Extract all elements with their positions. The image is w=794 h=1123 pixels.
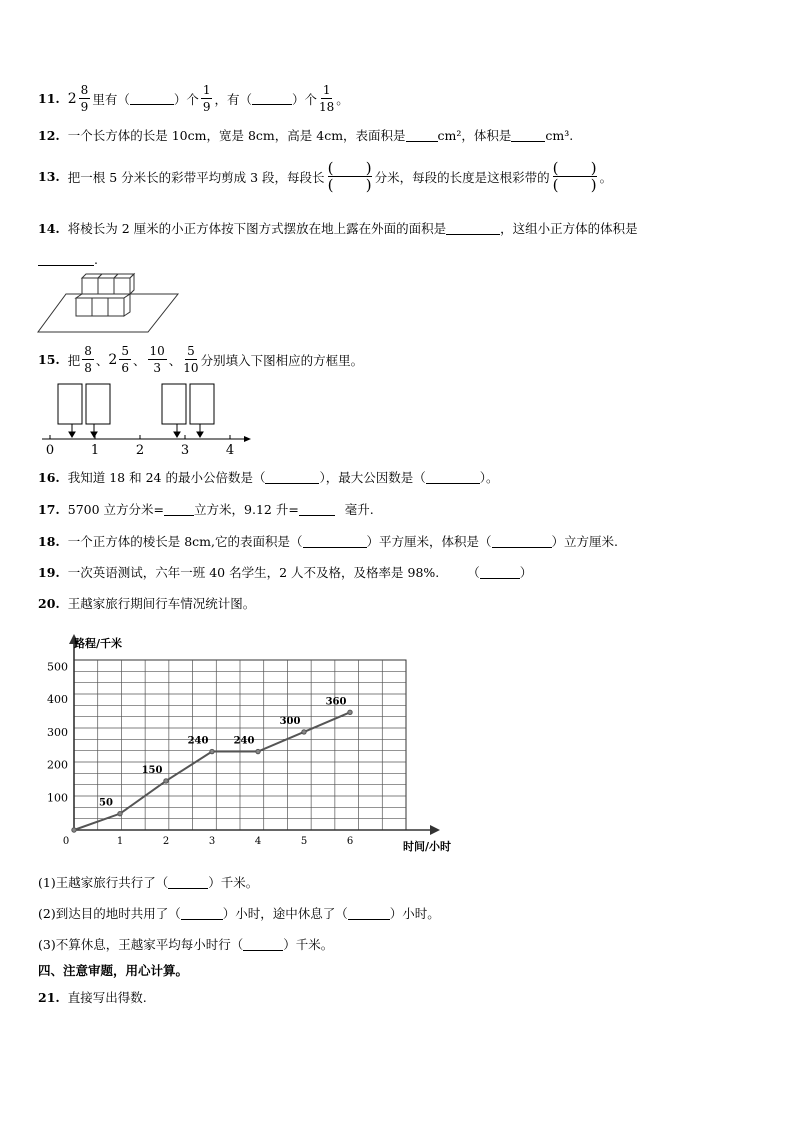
question-number: 20. [38, 595, 60, 611]
question-21 [38, 988, 147, 1006]
answer-blank[interactable] [426, 471, 480, 484]
text: 里有（ [92, 91, 130, 107]
fraction [82, 345, 94, 374]
text: ）小时。 [389, 906, 440, 921]
denominator: 18 [319, 100, 335, 114]
paren: ( [327, 176, 334, 194]
paren: ) [365, 159, 372, 177]
answer-blank[interactable] [299, 503, 335, 516]
text: ） [519, 565, 533, 580]
answer-blank[interactable] [168, 876, 208, 889]
text: ），最大公因数是（ [319, 470, 426, 485]
series-line [74, 712, 350, 830]
x-axis-arrow [430, 825, 440, 835]
text: 一个正方体的棱长是 8cm,它的表面积是（ [67, 534, 303, 549]
answer-blank[interactable] [480, 566, 520, 579]
numerator: 1 [322, 83, 331, 97]
tick-label: 4 [225, 443, 235, 458]
answer-blank[interactable] [511, 129, 545, 142]
data-point [302, 730, 306, 734]
fraction [119, 345, 131, 374]
number-line-figure [36, 380, 256, 458]
text: 王越家旅行期间行车情况统计图。 [67, 596, 256, 611]
question-16 [38, 468, 499, 486]
paren: ( [327, 159, 334, 177]
y-tick-label: 500 [47, 660, 68, 674]
question-number: 12. [38, 127, 60, 143]
answer-box[interactable] [162, 384, 186, 424]
question-19 [38, 563, 532, 581]
text: 分别填入下图相应的方框里。 [200, 352, 364, 368]
fraction [79, 84, 91, 113]
answer-blank[interactable] [181, 907, 223, 920]
question-13 [38, 160, 612, 193]
text: 将棱长为 2 厘米的小正方体按下图方式摆放在地上露在外面的面积是 [67, 221, 447, 236]
text: (1)王越家旅行共行了（ [38, 875, 169, 890]
answer-blank[interactable] [38, 253, 94, 266]
denominator: 8 [84, 361, 92, 375]
text: ）平方厘米，体积是（ [366, 534, 492, 549]
data-point [210, 749, 214, 753]
question-20-part-1 [38, 873, 258, 891]
x-axis-label: 时间/小时 [403, 840, 452, 853]
y-tick-label: 300 [47, 725, 68, 739]
question-14 [38, 219, 638, 237]
answer-blank[interactable] [243, 938, 283, 951]
question-17 [38, 500, 374, 518]
data-label: 300 [279, 715, 301, 727]
data-point [256, 749, 260, 753]
question-number: 17. [38, 501, 60, 517]
data-label: 150 [141, 764, 163, 776]
text: . [94, 252, 98, 267]
paren: ) [590, 159, 597, 177]
text: (2)到达目的地时共用了（ [38, 906, 181, 921]
text: 毫升. [344, 502, 374, 517]
text: 立方米，9.12 升= [194, 502, 299, 517]
tick-label: 3 [180, 443, 190, 458]
answer-blank[interactable] [303, 535, 367, 548]
fraction-answer-box[interactable] [328, 160, 372, 193]
ticks [46, 435, 234, 458]
text: 把 [67, 352, 81, 368]
x-tick-label: 0 [62, 836, 70, 847]
text: 分米，每段的长度是这根彩带的 [374, 169, 550, 185]
text: 5700 立方分米= [67, 502, 165, 517]
y-tick-label: 200 [47, 758, 68, 772]
answer-box[interactable] [58, 384, 82, 424]
answer-blank[interactable] [130, 92, 174, 105]
text: 一个长方体的长是 10cm，宽是 8cm，高是 4cm，表面积是 [67, 128, 406, 143]
whole-part: 2 [67, 90, 77, 107]
y-tick-label: 100 [47, 791, 68, 805]
text: cm³. [545, 127, 574, 143]
answer-boxes [58, 384, 214, 424]
numerator: 8 [80, 83, 89, 97]
x-tick-label: 3 [208, 836, 216, 847]
fraction [183, 345, 198, 374]
text: ）。 [479, 470, 499, 485]
text: ）个 [173, 91, 199, 107]
question-number: 11. [38, 91, 60, 106]
separator: 、 [132, 352, 146, 368]
axis-arrow [244, 436, 251, 442]
chart-axes [69, 634, 440, 835]
pointer-arrows [69, 424, 203, 437]
text: ）立方厘米. [551, 534, 619, 549]
question-20-part-2 [38, 904, 440, 922]
separator: 、 [168, 352, 182, 368]
question-number: 16. [38, 469, 60, 485]
question-number: 19. [38, 564, 60, 580]
data-label: 240 [187, 735, 209, 747]
fraction-answer-box[interactable] [553, 160, 597, 193]
y-axis-label: 路程/千米 [74, 637, 123, 650]
mixed-number [68, 84, 93, 113]
section-heading: 四、注意审题，用心计算。 [38, 963, 189, 978]
denominator: 6 [121, 361, 129, 375]
paren: ) [365, 176, 372, 194]
text: ）千米。 [283, 937, 334, 952]
data-point [72, 828, 76, 832]
answer-blank[interactable] [252, 92, 292, 105]
separator: 、 [95, 352, 109, 368]
text: 我知道 18 和 24 的最小公倍数是（ [67, 470, 266, 485]
fraction [148, 345, 167, 374]
answer-blank[interactable] [265, 471, 319, 484]
data-label: 240 [233, 735, 255, 747]
text: ）个 [292, 91, 318, 107]
text: 。 [599, 169, 613, 185]
numerator: 5 [121, 344, 129, 358]
question-14-continued [38, 252, 98, 267]
text: 直接写出得数. [67, 990, 147, 1005]
y-tick-label: 400 [47, 693, 68, 707]
fraction [201, 84, 213, 113]
x-tick-label: 1 [116, 836, 124, 847]
data-point [164, 779, 168, 783]
text: cm²，体积是 [437, 128, 512, 143]
answer-blank[interactable] [446, 222, 500, 235]
travel-line-chart [36, 630, 476, 855]
chart-ticks [47, 661, 353, 847]
question-15 [38, 345, 363, 374]
numerator: 1 [202, 83, 211, 97]
numerator: 5 [187, 344, 195, 358]
whole-part: 2 [108, 351, 118, 368]
denominator: 10 [183, 361, 199, 375]
tick-label: 0 [45, 443, 55, 458]
text: （ [467, 565, 480, 580]
answer-blank[interactable] [348, 907, 390, 920]
data-point [348, 710, 352, 714]
numerator: 10 [149, 344, 165, 358]
question-number: 15. [38, 352, 60, 367]
x-tick-label: 5 [300, 836, 308, 847]
answer-blank[interactable] [164, 503, 194, 516]
question-20-part-3 [38, 935, 333, 953]
question-18 [38, 532, 618, 550]
question-number: 21. [38, 989, 60, 1005]
numerator: 8 [84, 344, 92, 358]
text: ）千米。 [208, 875, 259, 890]
question-11 [38, 84, 349, 113]
data-label: 50 [99, 797, 113, 809]
answer-blank[interactable] [492, 535, 552, 548]
text: ，这组小正方体的体积是 [500, 221, 638, 236]
text: 。 [336, 91, 349, 107]
tick-label: 1 [90, 443, 100, 458]
x-tick-label: 2 [162, 836, 170, 847]
question-12 [38, 126, 573, 144]
x-tick-label: 6 [346, 836, 354, 847]
cubes [76, 274, 134, 316]
text: 一次英语测试，六年一班 40 名学生，2 人不及格，及格率是 98%. [67, 565, 440, 580]
paren: ( [552, 176, 559, 194]
data-label: 360 [325, 696, 347, 708]
text: ）小时，途中休息了（ [222, 906, 348, 921]
question-20 [38, 594, 255, 612]
denominator: 3 [153, 361, 161, 375]
mixed-number [108, 345, 133, 374]
text: 把一根 5 分米长的彩带平均剪成 3 段，每段长 [67, 169, 325, 185]
tick-label: 2 [135, 443, 145, 458]
question-number: 14. [38, 220, 60, 236]
paren: ( [552, 159, 559, 177]
denominator: 9 [80, 100, 89, 114]
answer-box[interactable] [86, 384, 110, 424]
question-number: 13. [38, 169, 60, 184]
answer-blank[interactable] [406, 129, 438, 142]
text: ，有（ [214, 91, 252, 107]
fraction [319, 84, 334, 113]
paren: ) [590, 176, 597, 194]
cube-figure [36, 272, 182, 334]
answer-box[interactable] [190, 384, 214, 424]
data-point [118, 811, 122, 815]
denominator: 9 [202, 100, 211, 114]
x-tick-label: 4 [254, 836, 262, 847]
question-number: 18. [38, 533, 60, 549]
text: (3)不算休息，王越家平均每小时行（ [38, 937, 244, 952]
